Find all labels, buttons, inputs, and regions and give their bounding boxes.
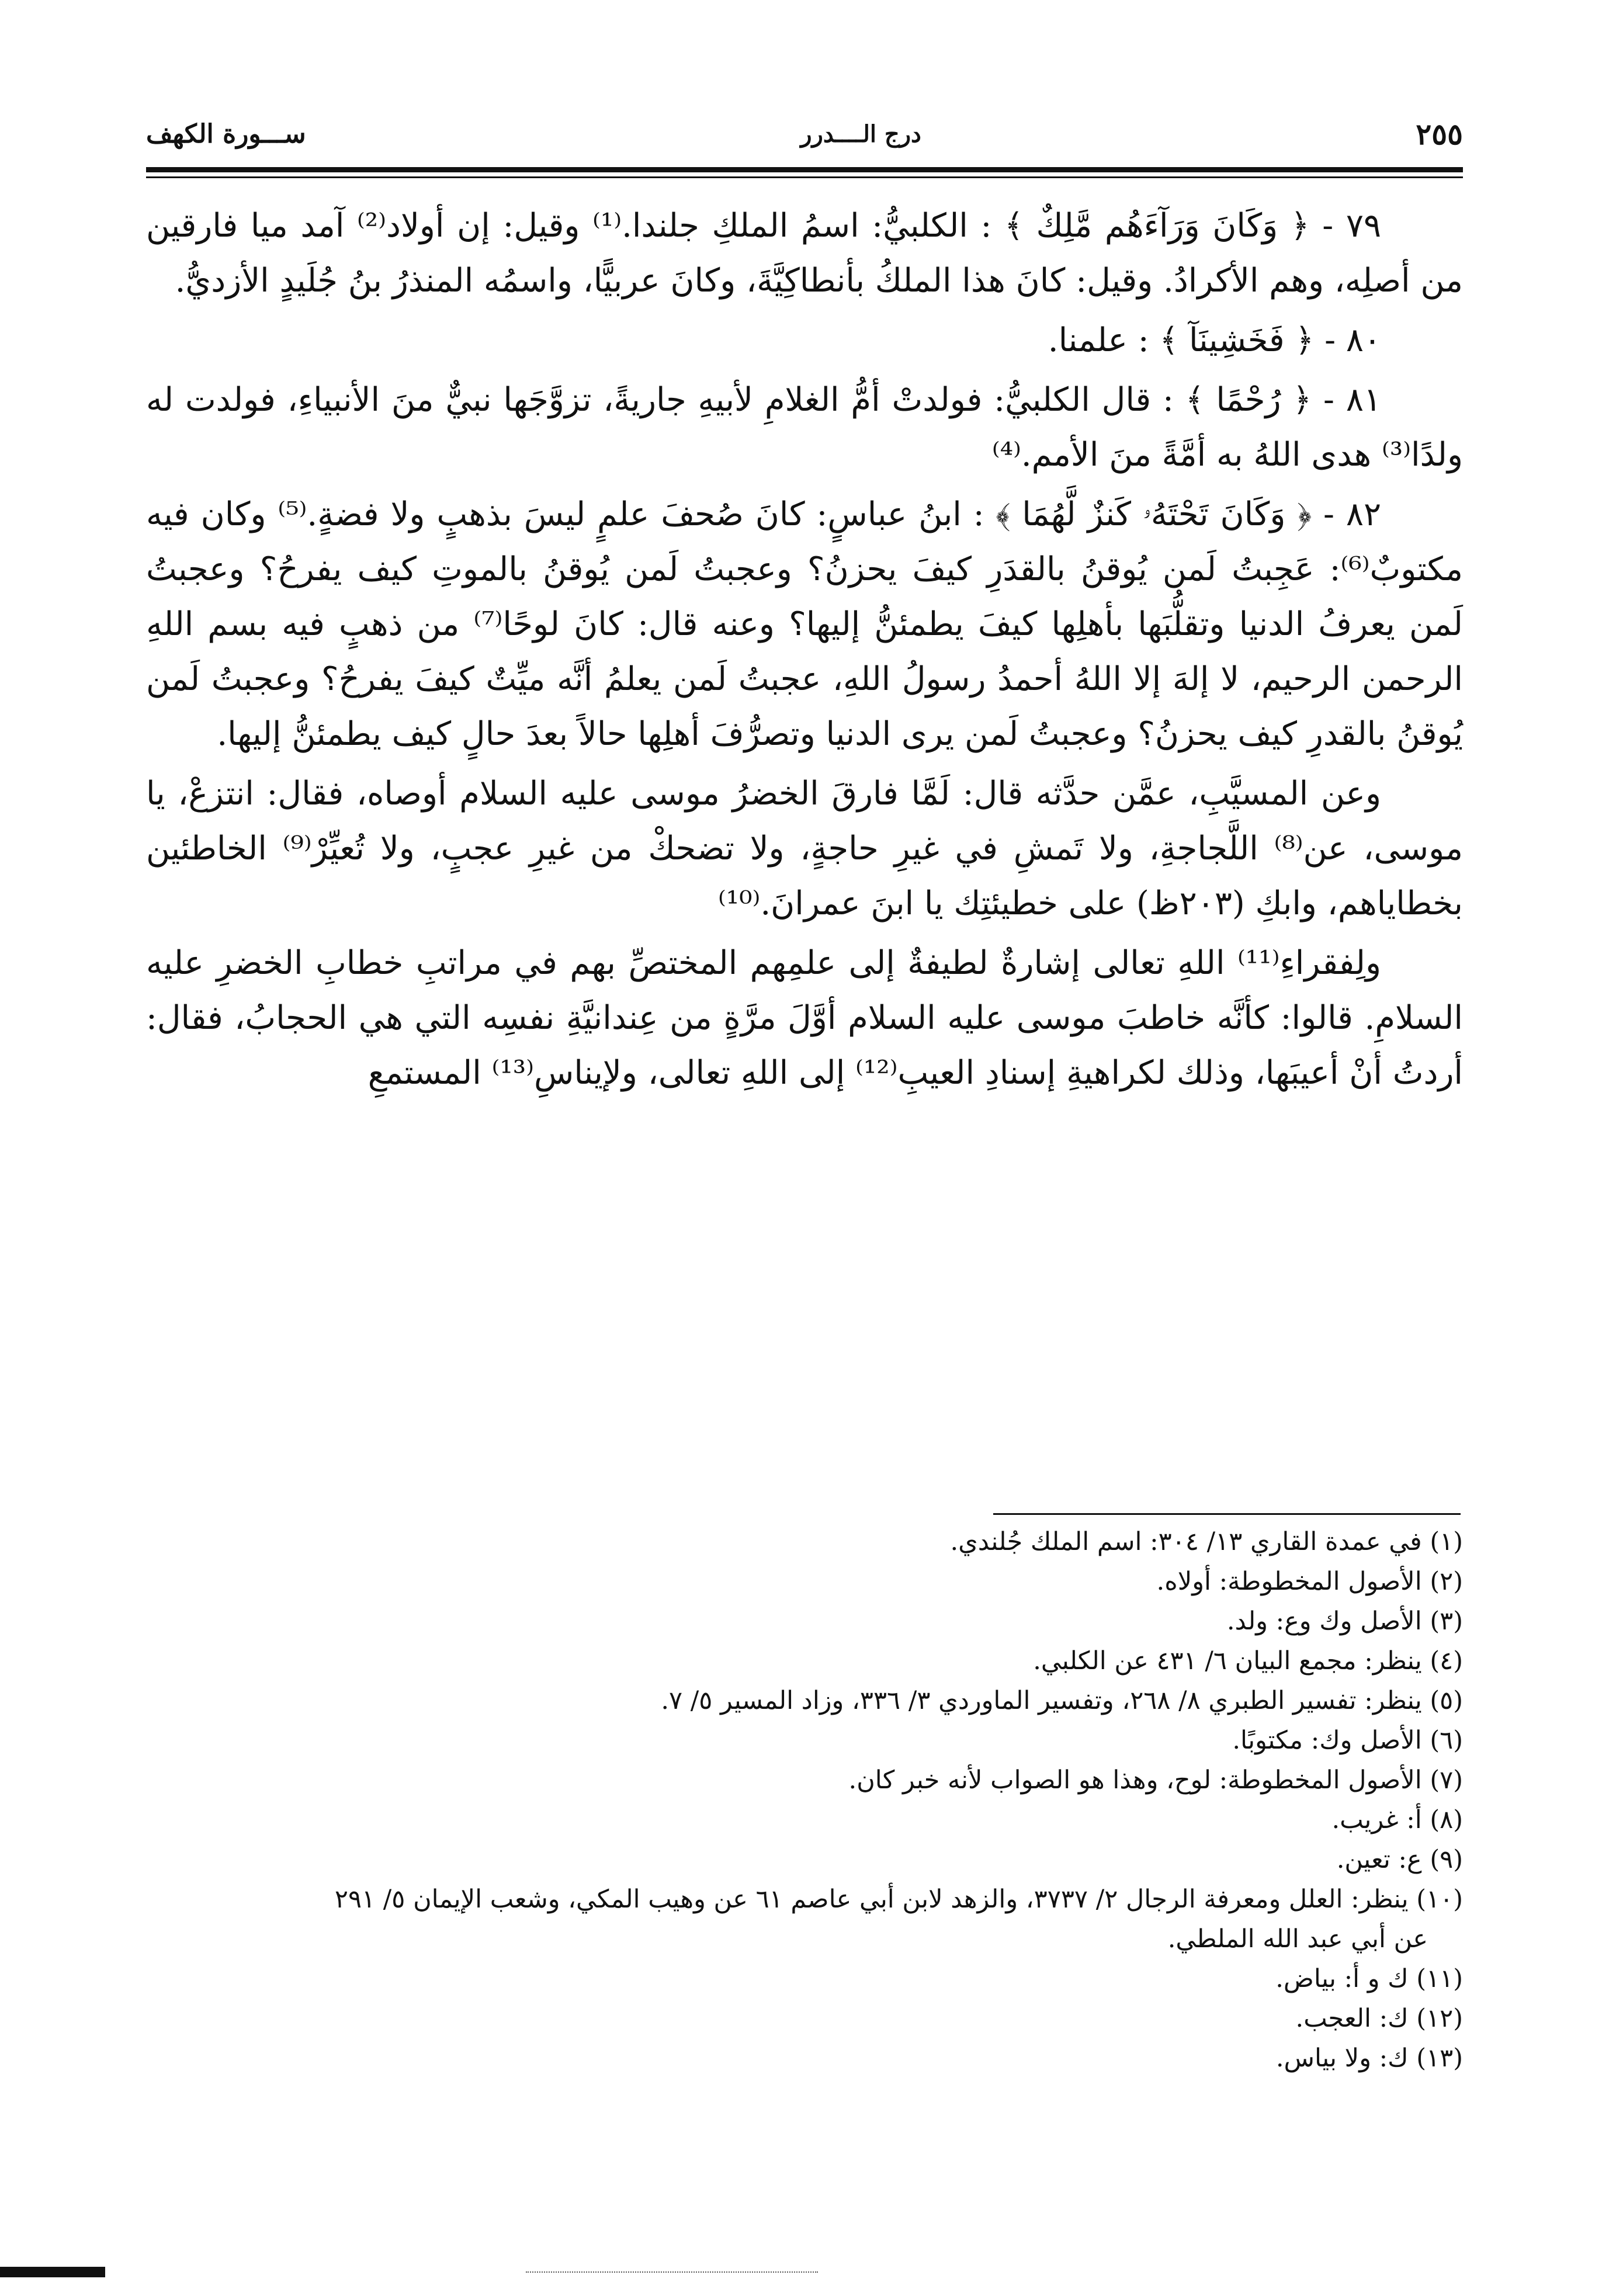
footnote-3: (٣) الأصل وك وع: ولد. xyxy=(1226,1607,1463,1636)
footnote-11: (١١) ك و أ: بياض. xyxy=(1275,1964,1463,1993)
paragraph-fuqara: ولِفقراءِ⁽¹¹⁾ اللهِ تعالى إشارةٌ لطيفةٌ إلى علمِهم المختصِّ بهم في مراتبِ خطابِ الخضرِ عليه السلامِ. قالوا: كأنَّه خاطبَ موسى عليه السلام أوَّلَ مرَّةٍ من عِندانيَّةِ نفسِه التي هي الحجابُ، فقال: أردتُ أنْ أعيبَها، وذلك لكراهيةِ إسنادِ العيبِ⁽¹²⁾ إلى اللهِ تعالى، ولإيناسِ⁽¹³⁾ المستمعِ xyxy=(146,944,1463,1092)
footnote-2: (٢) الأصول المخطوطة: أولاه. xyxy=(1156,1567,1463,1596)
footnote-separator xyxy=(993,1513,1461,1515)
footnote-6: (٦) الأصل وك: مكتوبًا. xyxy=(1232,1726,1463,1755)
page-number: ٢٥٥ xyxy=(1416,116,1463,151)
surah-title: ســـورة الكهف xyxy=(146,119,306,149)
header-rule-thick xyxy=(146,167,1463,172)
footnotes xyxy=(146,1522,1463,2078)
paragraph-verse-80: ٨٠ - ﴿ فَخَشِينَآ ﴾ : علمنا. xyxy=(1048,321,1381,359)
paragraph-verse-79: ٧٩ - ﴿ وَكَانَ وَرَآءَهُم مَّلِكٌ ﴾ : الكلبيُّ: اسمُ الملكِ جلندا.⁽¹⁾ وقيل: إن أولاد⁽²⁾ آمد ميا فارقين من أصلِه، وهم الأكرادُ. وقيل: كانَ هذا الملكُ بأنطاكِيَّةَ، وكانَ عربيًّا، واسمُه المنذرُ بنُ جُلَيدٍ الأزديُّ. xyxy=(146,207,1463,300)
footnote-1: (١) في عمدة القاري ١٣/ ٣٠٤: اسم الملك جُلندي. xyxy=(950,1527,1463,1556)
footnote-9: (٩) ع: تعين. xyxy=(1336,1845,1463,1874)
footnote-7: (٧) الأصول المخطوطة: لوح، وهذا هو الصواب لأنه خبر كان. xyxy=(848,1766,1463,1795)
footnote-10-continued: عن أبي عبد الله الملطي. xyxy=(1167,1924,1428,1954)
footnote-10: (١٠) ينظر: العلل ومعرفة الرجال ٢/ ٣٧٣٧، والزهد لابن أبي عاصم ٦١ عن وهيب المكي، وشعب الإيمان ٥/ ٢٩١ xyxy=(334,1885,1463,1914)
scan-dotted-line xyxy=(526,2271,818,2274)
footnote-13: (١٣) ك: ولا بياس. xyxy=(1275,2044,1463,2073)
scan-edge-mark xyxy=(0,2267,105,2277)
paragraph-musayyab: وعن المسيَّبِ، عمَّن حدَّثه قال: لَمَّا فارقَ الخضرُ موسى عليه السلام أوصاه، فقال: انتزعْ، يا موسى، عن⁽⁸⁾ اللَّجاجةِ، ولا تَمشِ في غيرِ حاجةٍ، ولا تضحكْ من غيرِ عجبٍ، ولا تُعيِّرْ⁽⁹⁾ الخاطئين بخطاياهم، وابكِ (٢٠٣ظ) على خطيئتِك يا ابنَ عمرانَ.⁽¹⁰⁾ xyxy=(146,775,1463,922)
main-text xyxy=(146,199,1463,1105)
paragraph-verse-82: ٨٢ - ﴿ وَكَانَ تَحْتَهُۥ كَنزٌ لَّهُمَا ﴾ : ابنُ عباسٍ: كانَ صُحفَ علمٍ ليسَ بذهبٍ ولا فضةٍ.⁽⁵⁾ وكان فيه مكتوبٌ⁽⁶⁾: عَجِبتُ لَمن يُوقنُ بالقدَرِ كيفَ يحزنُ؟ وعجبتُ لَمن يُوقنُ بالموتِ كيف يفرحُ؟ وعجبتُ لَمن يعرفُ الدنيا وتقلُّبَها بأهلِها كيفَ يطمئنُّ إليها؟ وعنه قال: كانَ لوحًا⁽⁷⁾ من ذهبٍ فيه بسم اللهِ الرحمن الرحيم، لا إلهَ إلا اللهُ أحمدُ رسولُ اللهِ، عجبتُ لَمن يعلمُ أنَّه ميِّتٌ كيفَ يفرحُ؟ وعجبتُ لَمن يُوقنُ بالقدرِ كيف يحزنُ؟ وعجبتُ لَمن يرى الدنيا وتصرُّفَ أهلِها حالاً بعدَ حالٍ كيف يطمئنُّ إليها. xyxy=(146,495,1463,753)
running-header xyxy=(146,115,1463,153)
paragraph-verse-81: ٨١ - ﴿ رُحْمًا ﴾ : قال الكلبيُّ: فولدتْ أمُّ الغلامِ لأبيهِ جاريةً، تزوَّجَها نبيٌّ منَ الأنبياءِ، فولدت له ولدًا⁽³⁾ هدى اللهُ به أمَّةً منَ الأمم.⁽⁴⁾ xyxy=(146,381,1463,474)
header-rule-thin xyxy=(146,176,1463,178)
book-title: درج الــــدرر xyxy=(800,120,921,148)
footnote-8: (٨) أ: غريب. xyxy=(1331,1805,1463,1834)
footnote-4: (٤) ينظر: مجمع البيان ٦/ ٤٣١ عن الكلبي. xyxy=(1033,1646,1463,1676)
footnote-5: (٥) ينظر: تفسير الطبري ٨/ ٢٦٨، وتفسير الماوردي ٣/ ٣٣٦، وزاد المسير ٥/ ٧. xyxy=(661,1686,1463,1715)
footnote-12: (١٢) ك: العجب. xyxy=(1295,2004,1463,2033)
